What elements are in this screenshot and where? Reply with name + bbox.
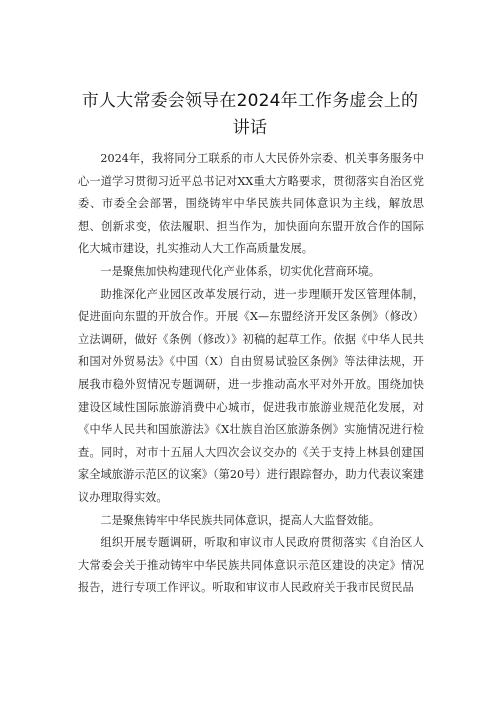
- paragraph-section-2: 组织开展专题调研，听取和审议市人民政府贯彻落实《自治区人大常委会关于推动铸牢中华民族共同体意识示范区建设的决定》情况报告，进行专项工作评议。听取和审议市人民政府关于我市民贸民品: [78, 536, 424, 595]
- document-body: [78, 148, 424, 600]
- paragraph-heading-2: 二是聚焦铸牢中华民族共同体意识，提高人大监督效能。: [100, 513, 381, 527]
- title-line-1: 市人大常委会领导在2024年工作务虚会上的: [81, 91, 419, 111]
- paragraph-intro: 2024年，我将同分工联系的市人大民侨外宗委、机关事务服务中心一道学习贯彻习近平总书记对XX重大方略要求，贯彻落实自治区党委、市委全会部署，围绕铸牢中华民族共同体意识为主线，解放思想、创新求变，依法履职、担当作为，加快面向东盟开放合作的国际化大城市建设，扎实推动人大工作高质量发展。: [78, 152, 424, 256]
- paragraph-heading-1: 一是聚焦加快构建现代化产业体系，切实优化营商环境。: [100, 264, 381, 278]
- paragraph-section-1: 助推深化产业园区改革发展行动，进一步理顺开发区管理体制，促进面向东盟的开放合作。开展《X—东盟经济开发区条例》（修改）立法调研，做好《条例（修改）》初稿的起草工作。依据《中华人民共和国对外贸易法》《中国（X）自由贸易试验区条例》等法律法规，开展我市稳外贸情况专题调研，进一步推动高水平对外开放。围绕加快建设区域性国际旅游消费中心城市，促进我市旅游业规范化发展，对《中华人民共和国旅游法》《X壮族自治区旅游条例》实施情况进行检查。同时，对市十五届人大四次会议交办的《关于支持上林县创建国家全域旅游示范区的议案》（第20号）进行跟踪督办，助力代表议案建议办理取得实效。: [78, 287, 424, 504]
- title-line-2: 讲话: [232, 118, 268, 138]
- document-title: [70, 88, 430, 142]
